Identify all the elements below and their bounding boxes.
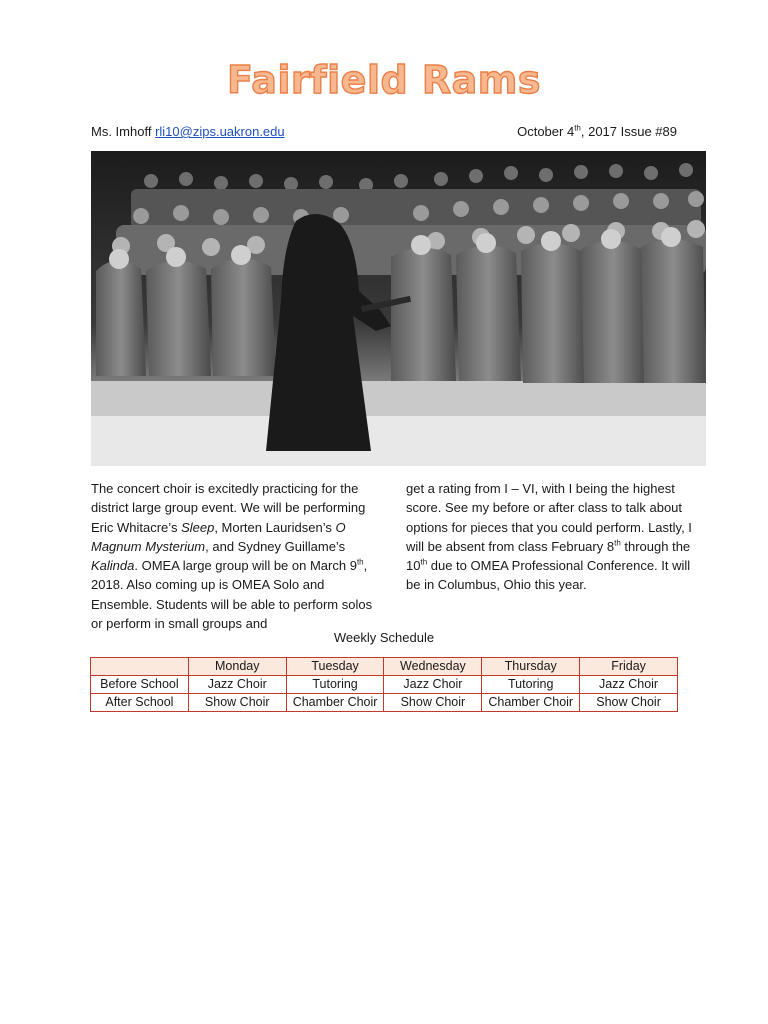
schedule-cell: Show Choir (384, 694, 482, 712)
article-text: , Morten Lauridsen’s (214, 519, 336, 535)
day-header: Wednesday (384, 658, 482, 676)
date-ordinal: th (574, 123, 581, 133)
teacher-line (91, 124, 285, 139)
article-text: through the 10 (406, 538, 691, 574)
piece-title-kalinda: Kalinda (91, 558, 135, 574)
issue-date-line (517, 124, 677, 139)
row-label: After School (91, 694, 189, 712)
row-label: Before School (91, 676, 189, 694)
schedule-cell: Jazz Choir (188, 676, 286, 694)
day-header: Thursday (482, 658, 580, 676)
newsletter-title: Fairfield Rams (226, 58, 542, 102)
schedule-cell: Show Choir (188, 694, 286, 712)
schedule-cell: Jazz Choir (384, 676, 482, 694)
schedule-corner-cell (91, 658, 189, 676)
ordinal-suffix: th (420, 557, 428, 567)
schedule-header-row (91, 658, 678, 676)
choir-photo-icon (91, 151, 706, 466)
schedule-cell: Show Choir (580, 694, 678, 712)
day-header: Friday (580, 658, 678, 676)
piece-title-sleep: Sleep (181, 519, 215, 535)
day-header: Monday (188, 658, 286, 676)
day-header: Tuesday (286, 658, 384, 676)
schedule-cell: Chamber Choir (482, 694, 580, 712)
issue-date: October 4 (517, 124, 575, 139)
article-left-column (91, 479, 381, 633)
schedule-cell: Chamber Choir (286, 694, 384, 712)
article-text: The concert choir is excitedly practicing for the district large group event. We will be performing Eric Whitacre’s (91, 481, 366, 535)
article-text: get a rating from I – VI, with I being the highest score. See my before or after class to talk about options for pieces that you could perform. Lastly, I will be absent from class February 8 (406, 481, 692, 554)
article-text: , 2018. Also coming up is OMEA Solo and Ensemble. Students will be able to perform solos or perform in small groups and (91, 558, 373, 632)
schedule-cell: Jazz Choir (580, 676, 678, 694)
article-text: due to OMEA Professional Conference. It will be in Columbus, Ohio this year. (406, 558, 691, 593)
teacher-name: Ms. Imhoff (91, 124, 152, 139)
schedule-caption: Weekly Schedule (333, 630, 435, 645)
article-text: . OMEA large group will be on March 9 (134, 558, 357, 574)
table-row (91, 676, 678, 694)
article-text: , and Sydney Guillame’s (205, 538, 346, 554)
schedule-cell: Tutoring (286, 676, 384, 694)
ordinal-suffix: th (614, 538, 621, 548)
piece-title-magnum: O Magnum Mysterium (91, 519, 346, 554)
issue-number: , 2017 Issue #89 (580, 124, 677, 139)
article-right-column (406, 479, 706, 595)
choir-photo (91, 151, 706, 466)
schedule-cell: Tutoring (482, 676, 580, 694)
ordinal-suffix: th (356, 557, 364, 567)
teacher-email-link[interactable]: rli10@zips.uakron.edu (155, 124, 285, 139)
weekly-schedule-table (90, 657, 678, 712)
table-row (91, 694, 678, 712)
